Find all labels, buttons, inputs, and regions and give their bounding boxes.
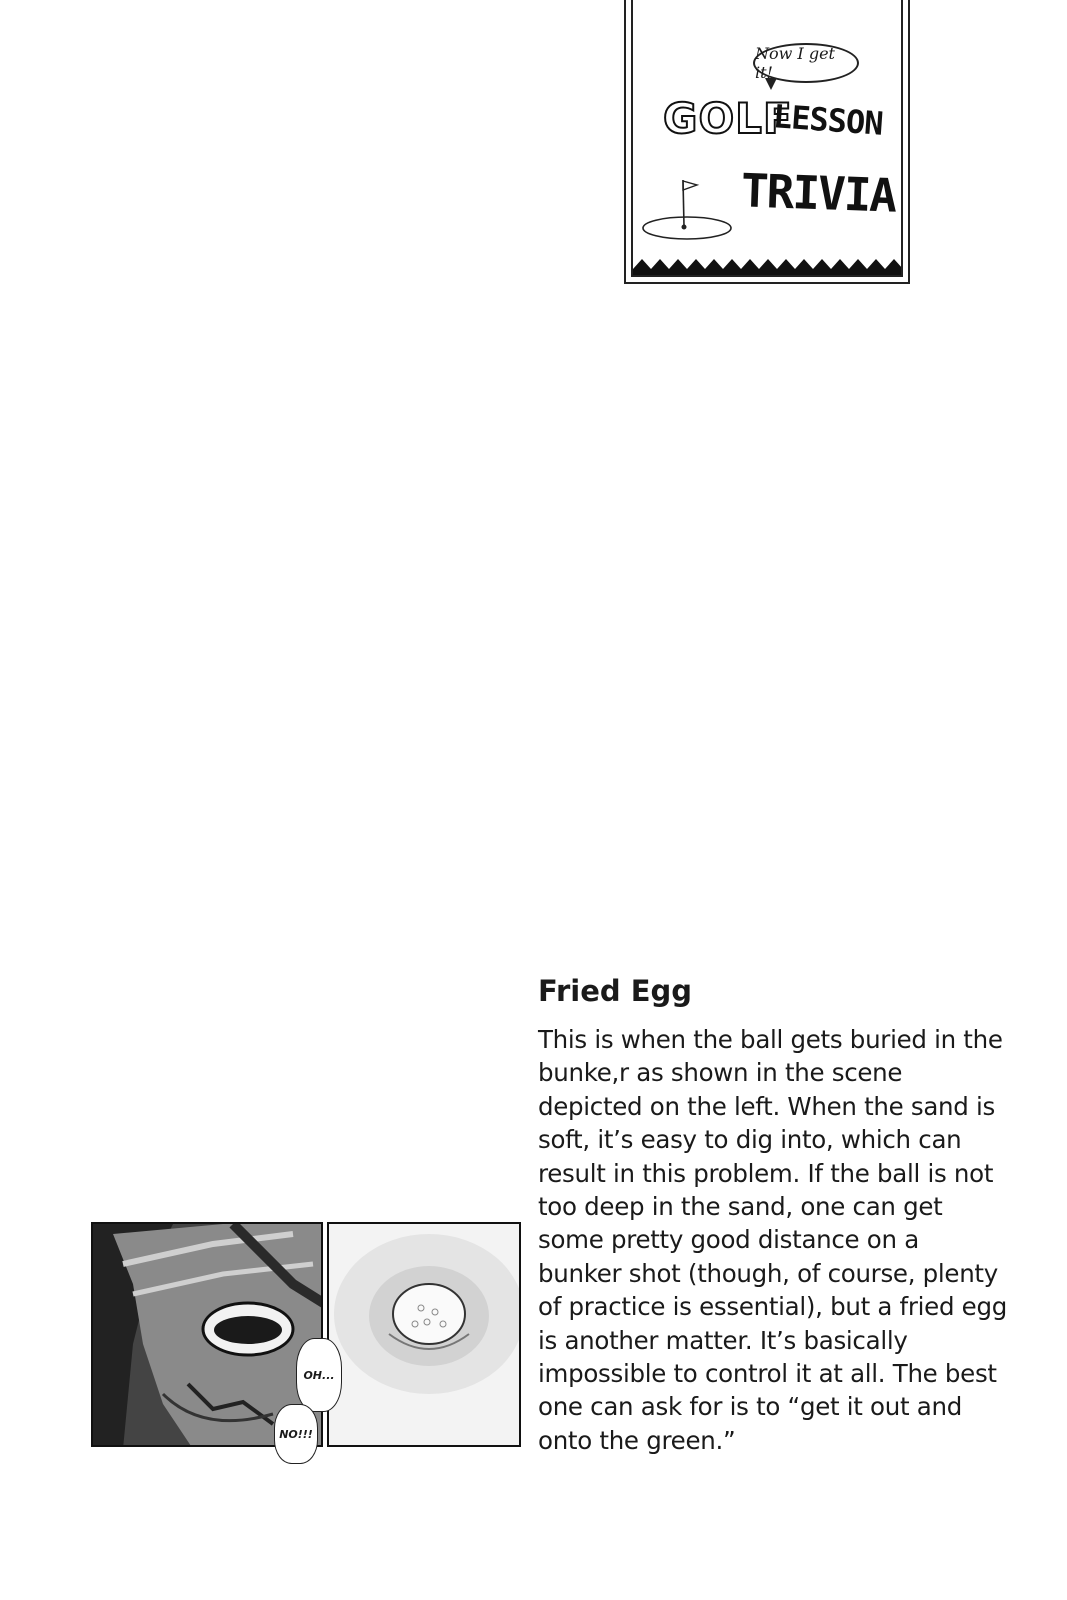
ball-in-bunker-illustration bbox=[329, 1224, 521, 1447]
speech-bubble: Now I get it! bbox=[753, 43, 859, 83]
term-definition: This is when the ball gets buried in the bunke,r as shown in the scene depicted on the left. When the sand is soft, it’s easy to dig into, which can result in this problem. If the ball is not too deep in the sand, one can get some pretty good distance on a bunker shot (though, of course, plenty of practice is essential), but a fried egg is another matter. It’s basically impossible to control it at all. The best one can ask for is to “get it out and onto the green.” bbox=[538, 1025, 1007, 1455]
title-golf: GOLF bbox=[663, 94, 793, 143]
comic-panel-fried-egg bbox=[327, 1222, 521, 1447]
title-lesson: LESSON bbox=[771, 97, 884, 143]
sfx-oh-bubble: OH... bbox=[296, 1338, 342, 1412]
speech-bubble-tail bbox=[765, 78, 777, 90]
golf-flag-icon bbox=[639, 178, 739, 248]
title-card-inner bbox=[631, 0, 903, 277]
title-trivia: TRIVIA bbox=[740, 163, 897, 223]
sfx-no-bubble: NO!!! bbox=[274, 1404, 318, 1464]
title-card bbox=[624, 0, 910, 284]
term-heading: Fried Egg bbox=[538, 974, 693, 1008]
zigzag-border bbox=[633, 257, 903, 275]
